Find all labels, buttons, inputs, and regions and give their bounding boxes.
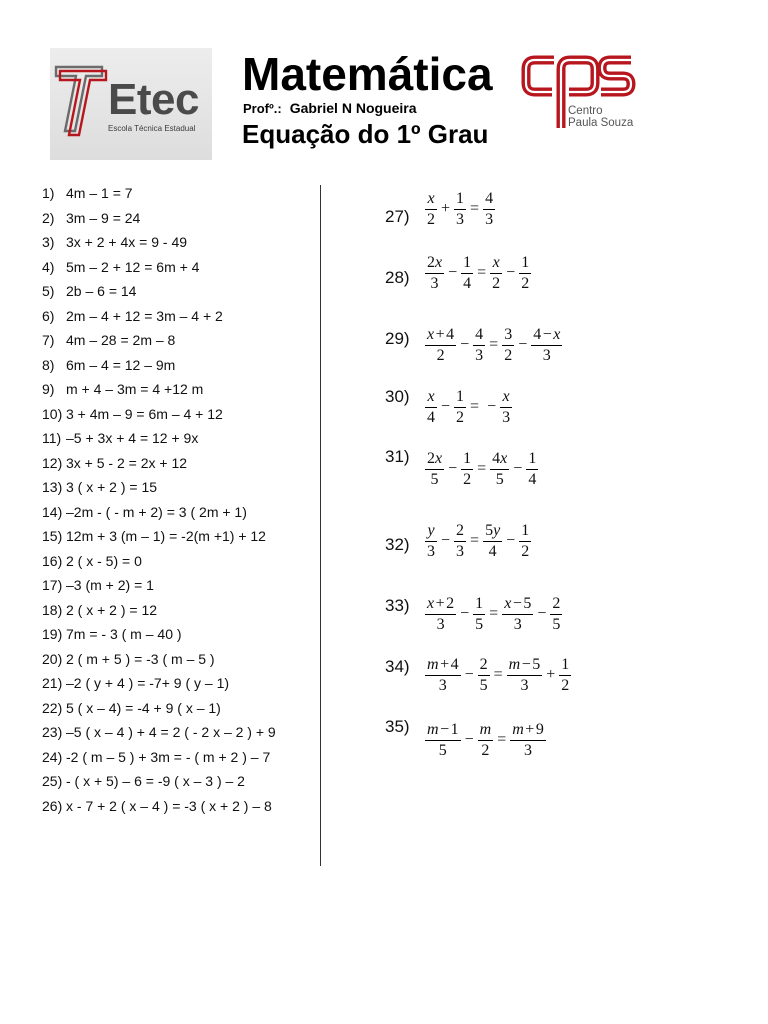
fraction [483,522,502,561]
fraction [425,595,456,634]
operator: − [537,605,547,622]
fraction [531,326,562,365]
numerator: 4 [475,325,484,343]
math-operator: + [435,325,445,343]
problem-equation: 5m – 2 + 12 = 6m + 4 [66,258,200,275]
etec-t-shape [56,67,106,135]
numerator: 1 [475,594,484,612]
problem-item [42,353,314,378]
numerator: 2x [427,449,443,467]
math-variable: m [479,720,492,738]
problem-number: 29) [385,329,410,348]
math-variable: x [427,325,435,343]
denominator: 2 [521,542,530,560]
topic-title: Equação do 1º Grau [242,119,489,149]
numerator: m+4 [427,655,459,673]
operator: − [464,666,474,683]
problem-equation: 5 ( x – 4) = -4 + 9 ( x – 1) [66,699,221,716]
problem-number: 17) [42,577,63,593]
problem-number: 12) [42,454,63,471]
problem-equation: m + 4 – 3m = 4 +12 m [66,381,204,397]
problem-equation: - ( x + 5) – 6 = -9 ( x – 3 ) – 2 [66,773,245,789]
denominator: 2 [425,345,456,365]
problem-number: 13) [42,479,63,495]
fraction [425,656,461,695]
math-variable: m [508,655,521,673]
denominator: 3 [425,675,461,695]
denominator: 2 [561,676,570,694]
equation-expression [425,721,546,760]
problem-equation: 7m = - 3 ( m – 40 ) [66,626,182,642]
math-operator: − [440,720,450,738]
cps-line1: Centro [568,105,603,117]
problem-item [42,549,314,574]
math-operator: + [525,720,535,738]
equation-expression [425,190,495,229]
fraction [510,721,546,760]
operator: − [441,532,451,549]
operator: + [441,200,451,217]
problem-equation: 4m – 28 = 2m – 8 [66,332,176,348]
fraction-problem-item [385,447,538,489]
numerator: 3 [504,325,513,343]
problem-number: 9) [42,381,55,397]
numerator [500,388,512,407]
operator: − [487,398,497,415]
problem-number: 18) [42,601,63,618]
problem-equation: 3x + 5 - 2 = 2x + 12 [66,454,188,471]
numerator: x−5 [504,594,532,612]
operator: = [470,398,480,415]
etec-t-gray-outline [56,67,102,131]
denominator: 3 [531,345,562,365]
operator: − [448,460,458,477]
fraction [473,326,485,365]
operator: = [477,460,487,477]
denominator: 3 [456,542,465,560]
math-operator: + [435,594,445,612]
math-variable: x [500,449,508,467]
problem-equation: 2 ( m + 5 ) = -3 ( m – 5 ) [66,650,215,667]
denominator: 2 [478,740,494,760]
math-variable: x [427,189,435,207]
math-variable: x [502,387,510,405]
problem-item [42,598,314,623]
problem-number: 33) [385,596,410,615]
numerator: 1 [528,449,537,467]
math-variable: x [553,325,561,343]
problem-item [42,647,314,672]
numerator: 2 [456,521,465,539]
fraction [454,388,466,427]
fraction-problem-item [385,522,531,561]
denominator: 5 [475,615,484,633]
problem-number: 23) [42,724,63,740]
fraction [461,254,473,293]
equation-expression [425,522,531,561]
subject-title: Matemática [242,48,493,100]
fraction [483,190,495,229]
problem-number: 16) [42,552,63,569]
operator: = [489,336,499,353]
problem-number: 15) [42,528,63,544]
fraction [425,190,437,229]
problem-item [42,426,314,451]
denominator: 3 [456,210,465,228]
math-variable: x [492,253,500,271]
math-operator: + [440,655,450,673]
problem-equation: –3 (m + 2) = 1 [66,577,154,593]
problem-item [42,377,314,402]
fraction [425,388,437,427]
problem-number: 5) [42,283,55,299]
fraction [500,388,512,427]
numerator: 2x [427,253,443,271]
problem-item [42,181,314,206]
problem-number: 28) [385,268,410,287]
numerator: 1 [456,189,465,207]
denominator: 3 [475,346,484,364]
denominator: 4 [483,541,502,561]
operator: = [470,532,480,549]
problem-equation: 3 + 4m – 9 = 6m – 4 + 12 [66,405,223,422]
fraction-problem-item [385,254,531,293]
problem-equation: –5 + 3x + 4 = 12 + 9x [66,430,199,446]
problem-equation: 12m + 3 (m – 1) = -2(m +1) + 12 [66,528,266,544]
math-operator: − [521,655,531,673]
numerator: 1 [456,387,465,405]
fraction-problem-item [385,595,562,634]
numerator: 2 [552,594,561,612]
math-variable: m [427,720,439,738]
problem-equation: 3m – 9 = 24 [66,209,141,226]
denominator: 3 [425,614,456,634]
denominator: 2 [427,210,435,228]
numerator: 2 [479,655,488,673]
problem-number: 27) [385,207,410,226]
denominator: 5 [479,676,488,694]
denominator: 5 [490,469,509,489]
math-variable: m [427,655,439,673]
math-variable: x [504,594,512,612]
fraction [425,326,456,365]
problem-item [42,573,314,598]
equation-expression [425,326,562,365]
operator: = [470,200,480,217]
problem-equation: –5 ( x – 4 ) + 4 = 2 ( - 2 x – 2 ) + 9 [66,724,276,740]
numerator: m−1 [427,720,459,738]
operator: − [513,460,523,477]
numerator: 4−x [533,325,561,343]
cps-line2: Paula Souza [568,117,634,129]
denominator: 2 [463,470,472,488]
fraction [519,522,531,561]
operator: = [497,731,507,748]
numerator: 1 [521,253,530,271]
fraction [502,326,514,365]
cps-c-letter [526,60,554,92]
problem-number: 19) [42,626,63,642]
math-operator: − [542,325,552,343]
equation-expression [425,388,512,427]
problem-number: 14) [42,503,63,520]
denominator: 5 [552,615,561,633]
cps-logo [518,48,636,132]
fraction-problem-item [385,656,571,695]
problem-item [42,255,314,280]
problem-equation: 3x + 2 + 4x = 9 - 49 [66,234,188,250]
problem-equation: –2 ( y + 4 ) = -7+ 9 ( y – 1) [66,675,230,691]
operator: − [441,398,451,415]
fraction-problem-item [385,326,562,365]
operator: − [506,532,516,549]
fraction [502,595,533,634]
problem-item [42,206,314,231]
problem-number: 2) [42,209,55,226]
fraction [478,656,490,695]
fraction [519,254,531,293]
numerator: 1 [561,655,570,673]
etec-wordmark: Etec [108,75,199,124]
operator: − [460,605,470,622]
equation-expression [425,450,538,489]
teacher-line [243,101,417,116]
problem-equation: 4m – 1 = 7 [66,185,133,201]
math-variable: x [427,387,435,405]
problem-item [42,622,314,647]
problem-list-left [42,181,314,818]
problem-equation: 2m – 4 + 12 = 3m – 4 + 2 [66,307,223,324]
numerator: m−5 [508,655,541,673]
denominator: 3 [502,408,511,426]
problem-equation: 6m – 4 = 12 – 9m [66,356,176,373]
problem-number: 4) [42,258,55,275]
fraction [454,522,466,561]
problem-item [42,328,314,353]
fraction [507,656,543,695]
problem-equation: 3 ( x + 2 ) = 15 [66,479,158,495]
fraction [526,450,538,489]
problem-item [42,769,314,794]
denominator: 4 [463,274,472,292]
fraction [454,190,466,229]
problem-item [42,524,314,549]
denominator: 2 [504,346,513,364]
denominator: 2 [456,408,465,426]
numerator [478,721,494,740]
denominator: 2 [521,274,530,292]
problem-item [42,279,314,304]
numerator [425,190,437,209]
problem-item [42,500,314,525]
math-variable: x [435,253,443,271]
math-variable: x [435,449,443,467]
problem-number: 8) [42,356,55,373]
problem-item [42,475,314,500]
numerator [490,254,502,273]
problem-number: 30) [385,387,410,406]
denominator: 3 [502,614,533,634]
numerator: 4 [485,189,494,207]
operator: − [518,336,528,353]
problem-number: 10) [42,405,63,422]
problem-number: 34) [385,657,410,676]
problem-equation: 2 ( x + 2 ) = 12 [66,601,158,618]
math-variable: x [427,594,435,612]
denominator: 3 [427,542,435,560]
fraction-problem-item [385,717,546,760]
fraction [461,450,473,489]
fraction [425,450,444,489]
operator: = [489,605,499,622]
operator: = [493,666,503,683]
problem-number: 25) [42,773,63,789]
equation-expression [425,595,562,634]
equation-expression [425,656,571,695]
etec-logo [50,48,212,160]
operator: − [460,336,470,353]
fraction-problem-item [385,190,495,229]
problem-item [42,745,314,770]
denominator: 5 [425,740,461,760]
fraction [473,595,485,634]
numerator: x+2 [427,594,455,612]
numerator: x+4 [427,325,455,343]
math-variable: y [493,521,501,539]
fraction-problem-item [385,388,512,427]
operator: − [506,264,516,281]
numerator: 1 [521,521,530,539]
denominator: 3 [507,675,543,695]
problem-item [42,304,314,329]
numerator [425,522,437,541]
operator: + [546,666,556,683]
etec-subtitle: Escola Técnica Estadual [108,124,196,133]
fraction [550,595,562,634]
problem-equation: 2 ( x - 5) = 0 [66,552,142,569]
numerator: 1 [463,253,472,271]
denominator: 2 [492,274,501,292]
fraction [490,254,502,293]
problem-number: 3) [42,234,55,250]
problem-number: 31) [385,447,410,466]
problem-item [42,720,314,745]
equation-expression [425,254,531,293]
teacher-label: Profº.: [243,101,282,116]
math-variable: m [512,720,524,738]
fraction [478,721,494,760]
problem-equation: 2b – 6 = 14 [66,283,137,299]
problem-item [42,794,314,819]
denominator: 3 [425,273,444,293]
problem-item [42,402,314,427]
problem-number: 11) [42,430,62,446]
problem-number: 6) [42,307,55,324]
denominator: 4 [528,470,537,488]
numerator: 5y [485,521,501,539]
numerator [425,388,437,407]
fraction [490,450,509,489]
problem-number: 26) [42,797,63,814]
denominator: 4 [427,408,435,426]
problem-item [42,230,314,255]
denominator: 5 [425,469,444,489]
fraction [425,522,437,561]
problem-number: 21) [42,675,63,691]
problem-equation: x - 7 + 2 ( x – 4 ) = -3 ( x + 2 ) – 8 [66,797,272,814]
teacher-name: Gabriel N Nogueira [289,100,417,116]
problem-item [42,451,314,476]
math-operator: − [512,594,522,612]
problem-item [42,696,314,721]
operator: − [448,264,458,281]
fraction [559,656,571,695]
math-variable: y [427,521,435,539]
problem-number: 1) [42,185,55,201]
column-divider [320,185,321,866]
problem-number: 22) [42,699,63,716]
problem-equation: -2 ( m – 5 ) + 3m = - ( m + 2 ) – 7 [66,748,271,765]
fraction [425,721,461,760]
numerator: 1 [463,449,472,467]
problem-number: 20) [42,650,63,667]
numerator: 4x [492,449,508,467]
problem-item [42,671,314,696]
denominator: 3 [510,740,546,760]
numerator: m+9 [512,720,544,738]
denominator: 3 [485,210,494,228]
operator: − [464,731,474,748]
problem-number: 35) [385,717,410,736]
problem-number: 24) [42,748,63,765]
operator: = [477,264,487,281]
problem-number: 32) [385,535,410,554]
fraction [425,254,444,293]
problem-equation: –2m - ( - m + 2) = 3 ( 2m + 1) [66,503,247,520]
problem-number: 7) [42,332,55,348]
